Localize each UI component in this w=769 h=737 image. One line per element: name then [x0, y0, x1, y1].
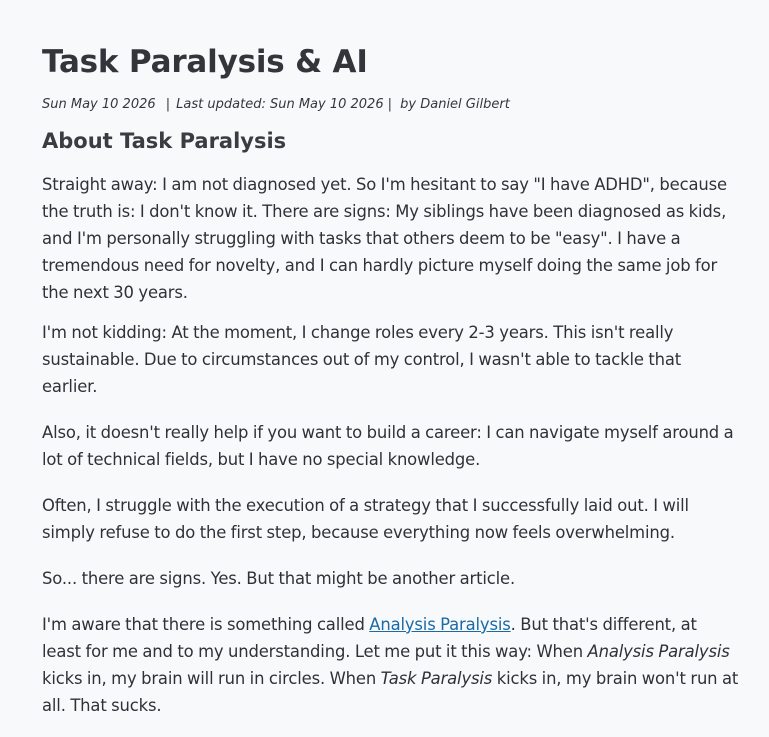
- meta-separator: |: [165, 97, 171, 112]
- author-prefix: by: [400, 97, 417, 112]
- emphasis-analysis-paralysis: Analysis Paralysis: [587, 642, 730, 661]
- meta-separator: |: [387, 97, 392, 112]
- article-meta: [42, 97, 739, 113]
- section-heading: About Task Paralysis: [42, 129, 287, 153]
- paragraph: Also, it doesn't really help if you want to build a career: I can navigate myself around a lot of technical fields, but I have no special knowledge.: [42, 423, 734, 469]
- analysis-paralysis-link[interactable]: Analysis Paralysis: [369, 615, 511, 634]
- paragraph: I'm not kidding: At the moment, I change roles every 2-3 years. This isn't really sustainable. Due to circumstances out of my control, I wasn't able to tackle that earlier.: [42, 323, 682, 396]
- paragraph: So... there are signs. Yes. But that might be another article.: [42, 569, 516, 588]
- paragraph: Straight away: I am not diagnosed yet. So I'm hesitant to say "I have ADHD", because the truth is: I don't know it. There are signs: My siblings have been diagnosed as kids, and I'm personally struggling with tasks that others deem to be "easy". I have a tremendous need for novelty, and I can hardly picture myself doing the same job for the next 30 years.: [42, 175, 727, 302]
- paragraph: Often, I struggle with the execution of a strategy that I successfully laid out. I will simply refuse to do the first step, because everything now feels overwhelming.: [42, 496, 689, 542]
- paragraph-text: kicks in, my brain won't run at all. That sucks.: [42, 669, 739, 715]
- updated-label: Last updated:: [176, 97, 266, 112]
- emphasis-task-paralysis: Task Paralysis: [380, 669, 493, 688]
- author-name: Daniel Gilbert: [420, 97, 510, 112]
- paragraph-text: kicks in, my brain will run in circles. When: [42, 669, 381, 688]
- article-title: Task Paralysis & AI: [42, 44, 368, 80]
- paragraph-text: . But that's different, at least for me and to my understanding. Let me put it this way: When: [42, 615, 697, 661]
- updated-date: Sun May 10 2026: [269, 97, 384, 112]
- published-date: Sun May 10 2026: [42, 97, 156, 112]
- paragraph-text: I'm aware that there is something called: [42, 615, 370, 634]
- paragraph-analysis-paralysis: [42, 611, 739, 719]
